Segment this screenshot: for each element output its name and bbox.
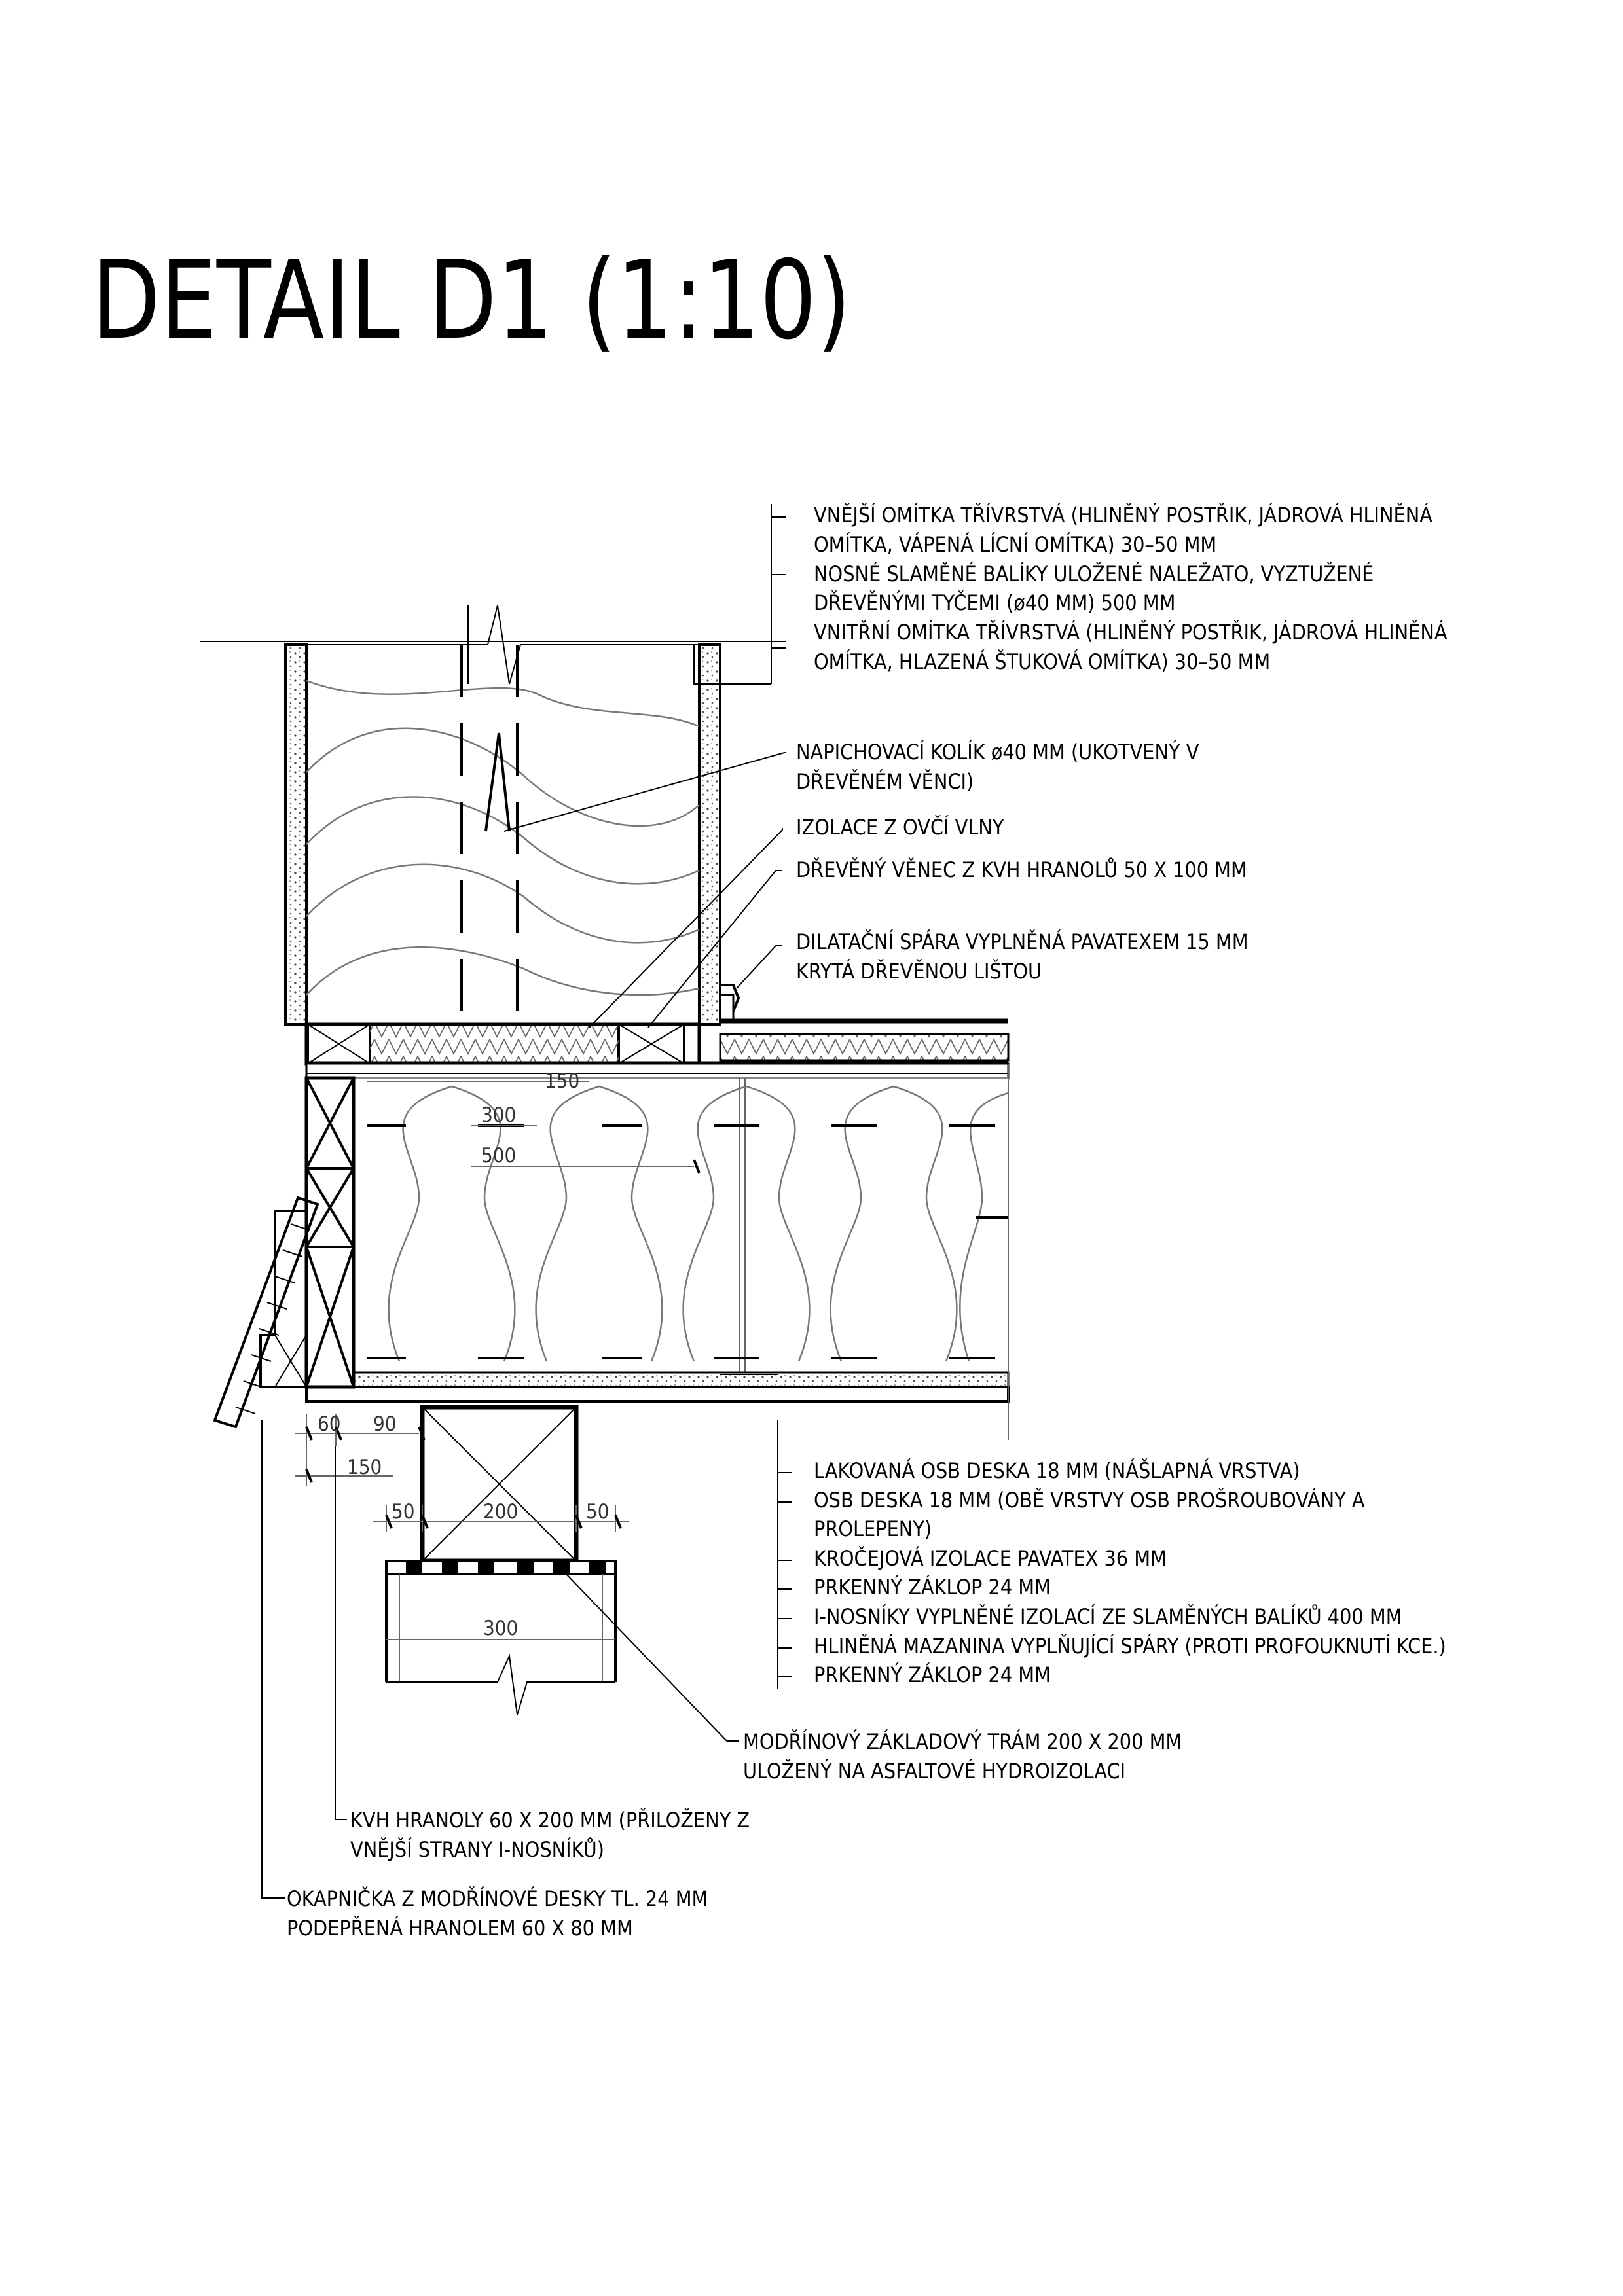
note-foundation-beam-2: ULOŽENÝ NA ASFALTOVÉ HYDROIZOLACI (743, 1759, 1126, 1784)
note-ring-beam: DŘEVĚNÝ VĚNEC Z KVH HRANOLŮ 50 X 100 MM (796, 857, 1247, 882)
dim-150-top: 150 (545, 1069, 580, 1093)
note-dilatation-2: KRYTÁ DŘEVĚNOU LIŠTOU (796, 959, 1042, 984)
note-boards-top: PRKENNÝ ZÁKLOP 24 MM (814, 1575, 1051, 1600)
note-drip-2: PODEPŘENÁ HRANOLEM 60 X 80 MM (287, 1916, 633, 1941)
dim-200: 200 (483, 1500, 519, 1524)
dim-300-bottom: 300 (483, 1617, 519, 1640)
drip-board (215, 1198, 318, 1427)
note-pavatex: KROČEJOVÁ IZOLACE PAVATEX 36 MM (814, 1546, 1167, 1571)
note-outer-render-2: OMÍTKA, VÁPENÁ LÍCNÍ OMÍTKA) 30–50 MM (814, 532, 1217, 557)
note-spike-1: NAPICHOVACÍ KOLÍK ø40 MM (UKOTVENÝ V (796, 740, 1199, 764)
drawing-title: DETAIL D1 (1:10) (92, 238, 851, 364)
note-dilatation-1: DILATAČNÍ SPÁRA VYPLNĚNÁ PAVATEXEM 15 MM (796, 929, 1249, 954)
note-straw-bales-1: NOSNÉ SLAMĚNÉ BALÍKY ULOŽENÉ NALEŽATO, VYZTUŽENÉ (814, 562, 1374, 586)
dim-90: 90 (373, 1412, 397, 1436)
note-osb-lacquered: LAKOVANÁ OSB DESKA 18 MM (NÁŠLAPNÁ VRSTVA) (814, 1458, 1300, 1483)
note-foundation-beam-1: MODŘÍNOVÝ ZÁKLADOVÝ TRÁM 200 X 200 MM (743, 1729, 1182, 1754)
foundation-beam (386, 1407, 615, 1715)
note-ticks-floor (778, 1473, 792, 1677)
note-osb-2: PROLEPENY) (814, 1516, 932, 1541)
note-osb-1: OSB DESKA 18 MM (OBĚ VRSTVY OSB PROŠROUBOVÁNY A (814, 1488, 1365, 1513)
floor-notes (814, 1458, 1446, 1687)
note-sheep-wool: IZOLACE Z OVČÍ VLNY (796, 815, 1004, 840)
dim-500: 500 (481, 1144, 517, 1168)
wall-notes (814, 502, 1448, 674)
note-kvh-2: VNĚJŠÍ STRANY I-NOSNÍKŮ) (350, 1837, 604, 1862)
dim-300: 300 (481, 1103, 517, 1127)
dim-60: 60 (318, 1412, 341, 1436)
dim-50-left: 50 (392, 1500, 415, 1524)
foundation-notes (287, 1729, 1182, 1941)
note-ticks-top (771, 517, 786, 575)
note-kvh-1: KVH HRANOLY 60 X 200 MM (PŘILOŽENY Z (350, 1808, 750, 1833)
dim-150-bottom: 150 (347, 1456, 382, 1479)
note-i-joists: I-NOSNÍKY VYPLNĚNÉ IZOLACÍ ZE SLAMĚNÝCH BALÍKŮ 400 MM (814, 1604, 1402, 1629)
note-boards-bottom: PRKENNÝ ZÁKLOP 24 MM (814, 1662, 1051, 1687)
note-outer-render-1: VNĚJŠÍ OMÍTKA TŘÍVRSTVÁ (HLINĚNÝ POSTŘIK, JÁDROVÁ HLINĚNÁ (814, 503, 1432, 528)
note-inner-render-1: VNITŘNÍ OMÍTKA TŘÍVRSTVÁ (HLINĚNÝ POSTŘIK, JÁDROVÁ HLINĚNÁ (814, 620, 1448, 645)
note-drip-1: OKAPNIČKA Z MODŘÍNOVÉ DESKY TL. 24 MM (287, 1886, 708, 1911)
dim-50-right: 50 (586, 1500, 610, 1524)
note-clay-screed: HLINĚNÁ MAZANINA VYPLŇUJÍCÍ SPÁRY (PROTI PROFOUKNUTÍ KCE.) (814, 1634, 1446, 1659)
note-straw-bales-2: DŘEVĚNÝMI TYČEMI (ø40 MM) 500 MM (814, 590, 1176, 615)
note-inner-render-2: OMÍTKA, HLAZENÁ ŠTUKOVÁ OMÍTKA) 30–50 MM (814, 649, 1271, 674)
spike-rod (462, 645, 517, 1021)
ring-beam-notes (796, 740, 1249, 984)
note-spike-2: DŘEVĚNÉM VĚNCI) (796, 769, 974, 794)
